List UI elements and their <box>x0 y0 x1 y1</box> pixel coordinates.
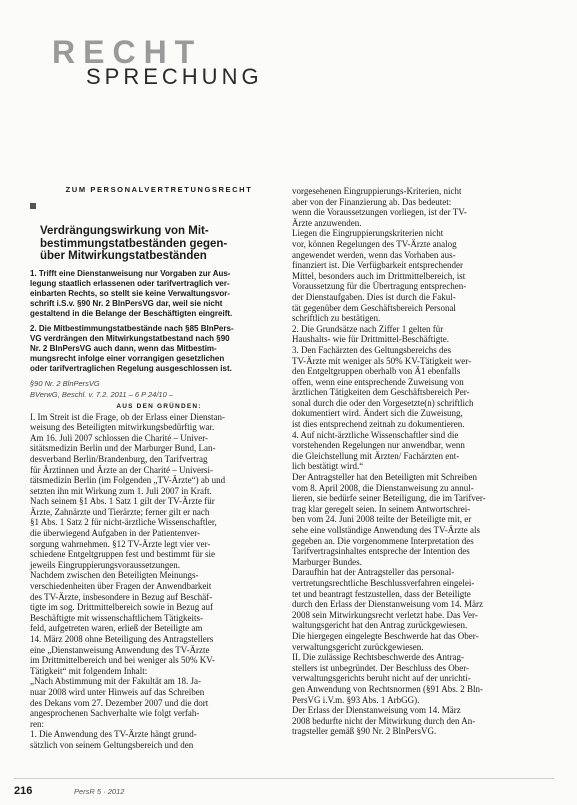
court-citation: BVerwG, Beschl. v. 7.2. 2011 – 6 P 24/10 – <box>30 389 173 399</box>
quote-paragraph: 1. Die Anwendung des TV-Ärzte hängt grund- sätzlich von seinem Geltungsbereich und den <box>30 729 197 750</box>
journal-reference: PersR 5 · 2012 <box>74 787 125 796</box>
bullet-square-icon <box>30 203 36 209</box>
section-title: RECHT <box>52 34 203 70</box>
quote-paragraph: vorgesehenen Eingruppierungs-Kriterien, nicht aber von der Finanzierung ab. Das bedeutet: wenn die Voraussetzungen vorliegen, ist der TV- Ärzte anzuwenden. <box>292 186 467 228</box>
page-number: 216 <box>14 785 33 797</box>
rubric: ZUM PERSONALVERTRETUNGSRECHT <box>65 185 253 194</box>
section-subtitle: SPRECHUNG <box>86 64 263 89</box>
headnote-2: 2. Die Mitbestimmungstatbestände nach §85 BlnPers- VG verdrängen den Mitwirkungstatbestand nach §90 Nr. 2 BlnPersVG auch dann, wenn das Mitbestim- mungsrecht infolge einer vorrangigen gesetzlichen oder tarifvertraglichen Regelung ausgeschlossen ist. <box>30 323 234 374</box>
article-title <box>30 200 288 263</box>
paragraph: Daraufhin hat der Antragsteller das personal- vertretungsrechtliche Beschlussverfahren eingelei- tet und beantragt festzustellen, dass der Beteiligte durch den Erlass der Dienstanweisung vom 14. März 2008 sein Mitwirkungsrecht verletzt habe. Das Ver- waltungsgericht hat den Antrag zurückgewiesen. Die hiergegen eingelegte Beschwerde hat das Ober- verwaltungsgericht zurückgewiesen. <box>292 567 483 652</box>
statute-citation: §90 Nr. 2 BlnPersVG <box>30 378 100 388</box>
page-footer <box>14 778 554 797</box>
quote-paragraph: 2. Die Grundsätze nach Ziffer 1 gelten für Haushalts- wie für Drittmittel-Beschäftigte. <box>292 323 449 345</box>
headnote-1: 1. Trifft eine Dienstanweisung nur Vorgaben zur Aus- legung staatlich erlassenen oder tarifvertraglich ver- einbarten Rechts, so stellt sie keine Verwaltungsvor- schrift i.S.v. §90 Nr. 2 BlnPersVG dar, weil sie nicht gestaltend in die Belange der Beschäftigten eingreift. <box>30 268 233 319</box>
quote-paragraph: „Nach Abstimmung mit der Fakultät am 18. Ja- nuar 2008 wird unter Hinweis auf das Schreiben des Dekans vom 27. Dezember 2007 und die dort angesprochenen Sachverhalte wie folgt verfah- ren: <box>30 676 209 729</box>
article-title-text: Verdrängungswirkung von Mit- bestimmungstatbeständen gegen- über Mitwirkungstatbeständen <box>40 225 228 262</box>
paragraph: Der Erlass der Dienstanweisung vom 14. März 2008 bedurfte nicht der Mitwirkung durch den An- tragsteller gemäß §90 Nr. 2 BlnPersVG. <box>292 705 476 737</box>
right-column <box>292 186 554 737</box>
paragraph: II. Die zulässige Rechtsbeschwerde des Antrag- stellers ist unbegründet. Der Beschluss des Ober- verwaltungsgerichts beruht nicht auf der unrichti- gen Anwendung von Rechtsnormen (§91 Abs. 2 Bln- PersVG i.V.m. §93 Abs. 1 ArbGG). <box>292 652 483 705</box>
left-column <box>30 185 288 751</box>
paragraph: Am 16. Juli 2007 schlossen die Charité – Univer- sitätsmedizin Berlin und der Marburger Bund, Lan- desverband Berlin/Brandenburg, den Tarifvertrag für Ärztinnen und Ärzte an der Charité – Universi- tätsmedizin Berlin (im Folgenden „TV-Ärzte“) ab und setzten ihn mit Wirkung zum 1. Juli 2007 in Kraft. Nach seinem §1 Abs. 1 Satz 1 gilt der TV-Ärzte für Ärzte, Zahnärzte und Tierärzte; ferner gilt er nach §1 Abs. 1 Satz 2 für nicht-ärztliche Wissenschaftler, die überwiegend Aufgaben in der Patientenver- sorgung wahrnehmen. §12 TV-Ärzte legt vier ver- schiedene Entgeltgruppen fest und bestimmt für sie jeweils Eingruppierungsvoraussetzungen. <box>30 432 226 570</box>
paragraph: Nachdem zwischen den Beteiligten Meinungs- verschiedenheiten über Fragen der Anwendbarkeit des TV-Ärzte, insbesondere in Bezug auf Beschäf- tigte im sog. Drittmittelbereich sowie in Bezug auf Beschäftigte mit wissenschaftlichem Tätigkeits- feld, aufgetreten waren, erließ der Beteiligte am 14. März 2008 ohne Beteiligung des Antragstellers eine „Dienstanweisung Anwendung des TV-Ärzte im Drittmittelbereich und bei weniger als 50% KV- Tätigkeit“ mit folgendem Inhalt: <box>30 570 215 676</box>
reasons-heading: AUS DEN GRÜNDEN: <box>116 402 202 410</box>
quote-paragraph: 4. Auf nicht-ärztliche Wissenschaftler sind die vorstehenden Regelungen nur anwendbar, wenn die Gleichstellung mit Ärzten/ Fachärzten ent- lich bestätigt wird.“ <box>292 429 465 472</box>
paragraph: Der Antragsteller hat den Beteiligten mit Schreiben vom 8. April 2008, die Dienstanweisung zu annul- lieren, sie bedürfe seiner Beteiligung, die im Tarifver- trag klar geregelt seien. In seinem Antwortschrei- ben vom 24. Juni 2008 teilte der Beteiligte mit, er sehe eine vollständige Anwendung des TV-Ärzte als gegeben an. Die vorgenommene Interpretation des Tarifvertragsinhaltes entspreche der Intention des Marburger Bundes. <box>292 472 486 567</box>
quote-paragraph: 3. Den Fachärzten des Geltungsbereichs des TV-Ärzte mit weniger als 50% KV-Tätigkeit wer- den Entgeltgruppen oberhalb von Ä1 ebenfalls offen, wenn eine entsprechende Zuweisung von ärztlichen Tätigkeiten dem Geschäftsbereich Per- sonal durch die oder den Vorgesetzte(n) schriftlich dokumentiert wird. Ändert sich die Zuweisung, ist dies entsprechend zeitnah zu dokumentieren. <box>292 344 474 430</box>
quote-paragraph: Liegen die Eingruppierungskriterien nicht vor, können Regelungen des TV-Ärzte analog angewendet werden, wenn das Vorhaben aus- finanziert ist. Die Verfügbarkeit entsprechender Mittel, besonders auch im Drittmittelbereich, ist Voraussetzung für die Übertragung entsprechen- der Dienstaufgaben. Dies ist durch die Fakul- tät gegenüber dem Geschäftsbereich Personal schriftlich zu bestätigen. <box>292 228 467 324</box>
paragraph: I. Im Streit ist die Frage, ob der Erlass einer Dienstan- weisung des Beteiligten mitwirkungsbedürftig war. <box>30 411 225 433</box>
